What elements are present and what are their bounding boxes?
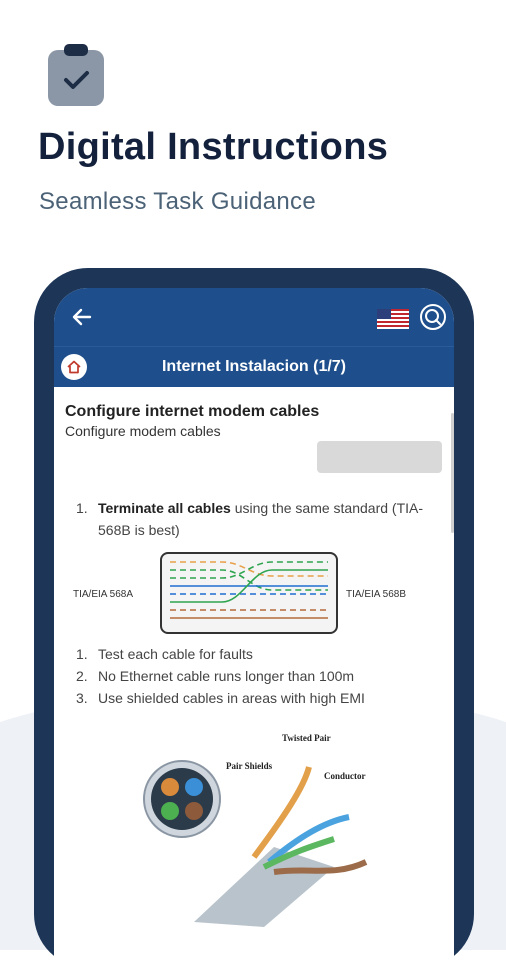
list-item-text: using the same standard (TIA-568B is best) [98, 500, 424, 538]
app-top-bar [54, 288, 454, 346]
clipboard-check-icon [48, 44, 104, 106]
list-item: 2. No Ethernet cable runs longer than 100m [76, 668, 355, 684]
step-description: Configure modem cables [65, 423, 221, 439]
cable-diagram [65, 549, 443, 639]
cable-illustration [134, 727, 374, 927]
search-button[interactable] [420, 304, 446, 330]
tips-list [65, 643, 443, 709]
label-conductor: Conductor [324, 771, 366, 781]
diagram-label-left: TIA/EIA 568A [73, 589, 134, 600]
placeholder-box [317, 441, 442, 473]
list-item: 1. Terminate all cables using the same standard (TIA-568B is best) [76, 500, 424, 538]
phone-mockup [34, 268, 474, 968]
search-icon [422, 306, 444, 328]
diagram-label-right: TIA/EIA 568B [346, 589, 407, 600]
wiring-box [160, 552, 338, 634]
us-flag-icon[interactable] [377, 309, 409, 329]
wiring-lines [162, 554, 336, 632]
step-content [54, 387, 454, 781]
list-item-bold: Terminate all cables [98, 500, 231, 516]
list-item: 3. Use shielded cables in areas with high EMI [76, 690, 365, 706]
label-shields: Pair Shields [226, 761, 273, 771]
step-title-bar [54, 346, 454, 387]
instruction-list [65, 497, 443, 541]
subheadline: Seamless Task Guidance [39, 188, 316, 215]
scrollbar[interactable] [451, 413, 454, 533]
list-item: 1. Test each cable for faults [76, 646, 253, 662]
step-title: Internet Instalacion (1/7) [161, 358, 347, 375]
label-twisted: Twisted Pair [282, 733, 331, 743]
step-heading: Configure internet modem cables [65, 403, 320, 420]
back-button[interactable] [68, 303, 96, 331]
phone-screen [54, 288, 454, 968]
arrow-left-icon [71, 306, 93, 328]
headline: Digital Instructions [38, 126, 389, 168]
